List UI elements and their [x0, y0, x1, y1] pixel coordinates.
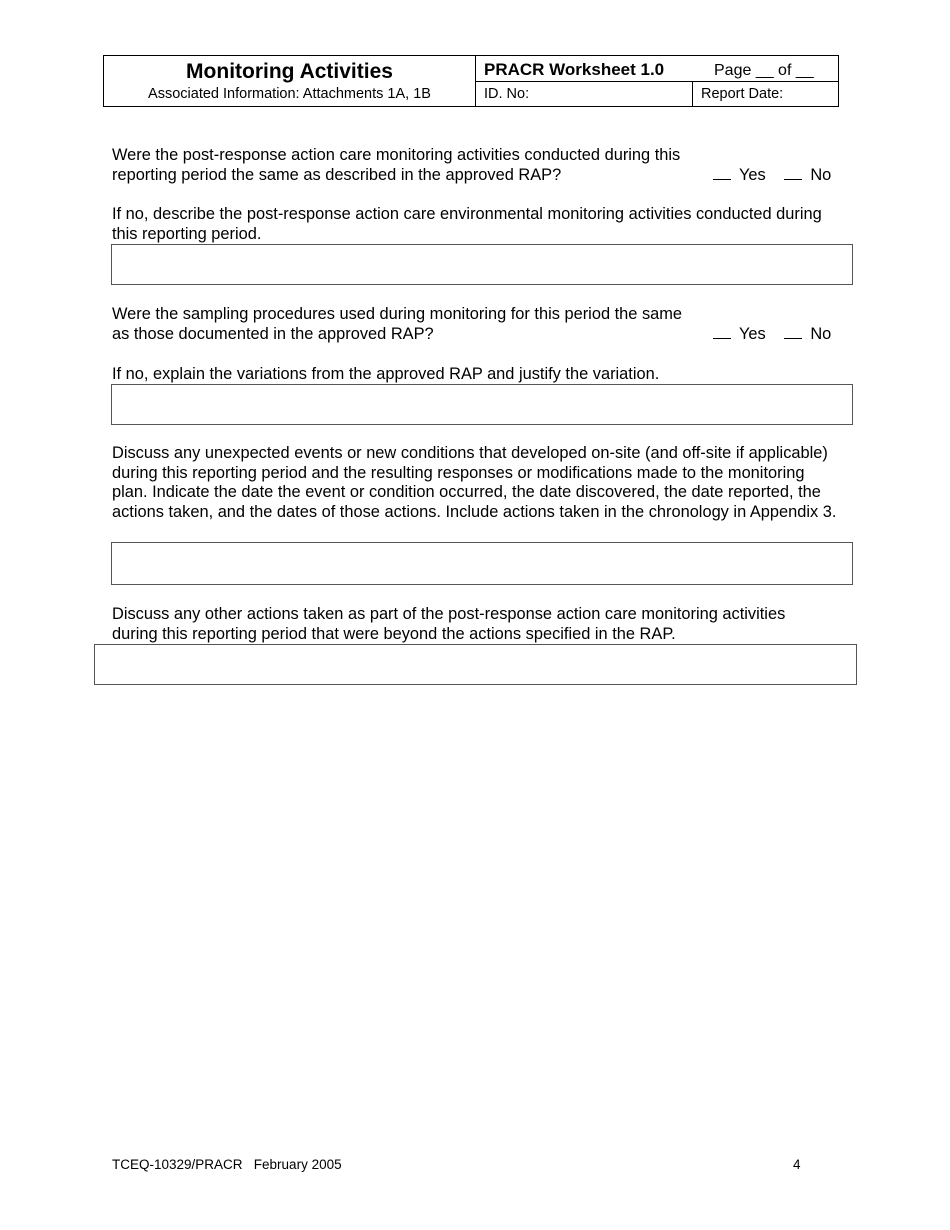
report-date-field[interactable]: Report Date:	[701, 86, 784, 102]
unexpected-events-answer-box[interactable]	[111, 542, 853, 585]
no-label: No	[810, 325, 832, 343]
describe-monitoring-answer-box[interactable]	[111, 244, 853, 285]
question-sampling-same: Were the sampling procedures used during monitoring for this period the same as those documented in the approved RAP?	[112, 305, 683, 343]
question-monitoring-same: Were the post-response action care monitoring activities conducted during this reporting period the same as described in the approved RAP?	[112, 146, 681, 184]
id-number-field[interactable]: ID. No:	[484, 86, 530, 102]
yes-no-group	[713, 165, 831, 186]
page-number: 4	[793, 1157, 801, 1172]
other-actions-answer-box[interactable]	[94, 644, 857, 685]
yes-label: Yes	[739, 166, 766, 184]
worksheet-name: PRACR Worksheet 1.0	[484, 60, 665, 79]
header-divider	[692, 81, 693, 106]
form-id-footer: TCEQ-10329/PRACR February 2005	[112, 1157, 342, 1172]
form-header	[103, 55, 839, 107]
yes-label: Yes	[739, 325, 766, 343]
question-unexpected-events: Discuss any unexpected events or new conditions that developed on-site (and off-site if applicable) during this reporting period and the resulting responses or modifications made to the monitoring plan. Indicate the date the event or condition occurred, the date discovered, the date reported, the actions taken, and the dates of those actions. Include actions taken in the chronology in Appendix 3.	[112, 444, 837, 522]
header-divider	[475, 81, 838, 82]
no-checkbox[interactable]	[784, 324, 802, 339]
associated-info: Associated Information: Attachments 1A, 1B	[148, 86, 431, 102]
question-other-actions: Discuss any other actions taken as part of the post-response action care monitoring activities during this reporting period that were beyond the actions specified in the RAP.	[112, 605, 786, 643]
no-label: No	[810, 166, 832, 184]
page-of-field[interactable]: Page __ of __	[714, 62, 814, 79]
yes-no-group	[713, 324, 831, 345]
question-explain-variations: If no, explain the variations from the approved RAP and justify the variation.	[112, 365, 660, 383]
question-describe-monitoring: If no, describe the post-response action care environmental monitoring activities conducted during this reporting period.	[112, 205, 822, 243]
variations-answer-box[interactable]	[111, 384, 853, 425]
yes-checkbox[interactable]	[713, 165, 731, 180]
no-checkbox[interactable]	[784, 165, 802, 180]
page-title: Monitoring Activities	[186, 60, 393, 83]
yes-checkbox[interactable]	[713, 324, 731, 339]
